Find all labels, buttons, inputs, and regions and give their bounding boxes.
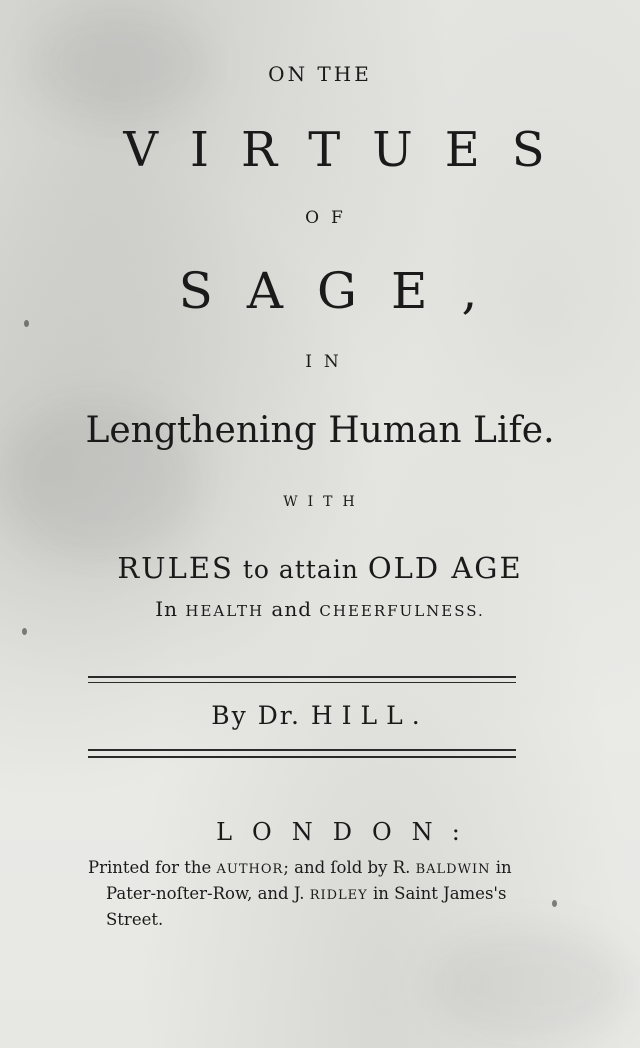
place-london: LONDON:: [216, 818, 480, 846]
rules-connector: to attain: [233, 555, 368, 584]
imprint-text: Pater-noſter-Row, and J.: [106, 884, 310, 903]
rule-top-1: [88, 676, 516, 678]
imprint-text: in Saint James's: [367, 884, 507, 903]
imprint-author: AUTHOR: [216, 862, 284, 877]
heading-virtues: VIRTUES: [123, 122, 577, 178]
author-prefix: By Dr.: [211, 701, 311, 730]
author-name: HILL.: [310, 701, 429, 730]
imprint-text: ; and ſold by R.: [283, 858, 416, 877]
health-and: and: [264, 597, 320, 621]
cheerfulness-word: CHEERFULNESS.: [319, 602, 485, 620]
heading-sage: SAGE,: [178, 262, 512, 320]
heading-in: IN: [305, 352, 351, 372]
rule-top-2: [88, 682, 516, 683]
heading-of: OF: [305, 208, 355, 228]
imprint-line-3: Street.: [106, 910, 164, 929]
imprint: [88, 856, 528, 932]
health-word: HEALTH: [185, 602, 265, 620]
subtitle-health: [0, 597, 640, 621]
ink-speck: [24, 320, 29, 327]
subtitle-rules: [0, 551, 640, 585]
imprint-text: in: [490, 858, 512, 877]
imprint-line-1: [88, 856, 528, 882]
author-line: [0, 701, 640, 730]
imprint-baldwin: BALDWIN: [415, 862, 491, 877]
ink-speck: [552, 900, 557, 907]
imprint-line-2: [88, 882, 528, 908]
ink-speck: [22, 628, 27, 635]
rules-word: RULES: [117, 551, 234, 585]
rule-bottom-1: [88, 749, 516, 751]
imprint-ridley: RIDLEY: [309, 888, 368, 903]
old-age-word: OLD AGE: [367, 551, 523, 585]
age-stain: [430, 930, 630, 1040]
health-in: In: [155, 597, 186, 621]
heading-with: WITH: [283, 494, 365, 510]
imprint-text: Printed for the: [88, 858, 217, 877]
rule-bottom-2: [88, 756, 516, 758]
heading-on-the: ON THE: [268, 62, 372, 86]
subtitle-lengthening: Lengthening Human Life.: [85, 410, 555, 451]
